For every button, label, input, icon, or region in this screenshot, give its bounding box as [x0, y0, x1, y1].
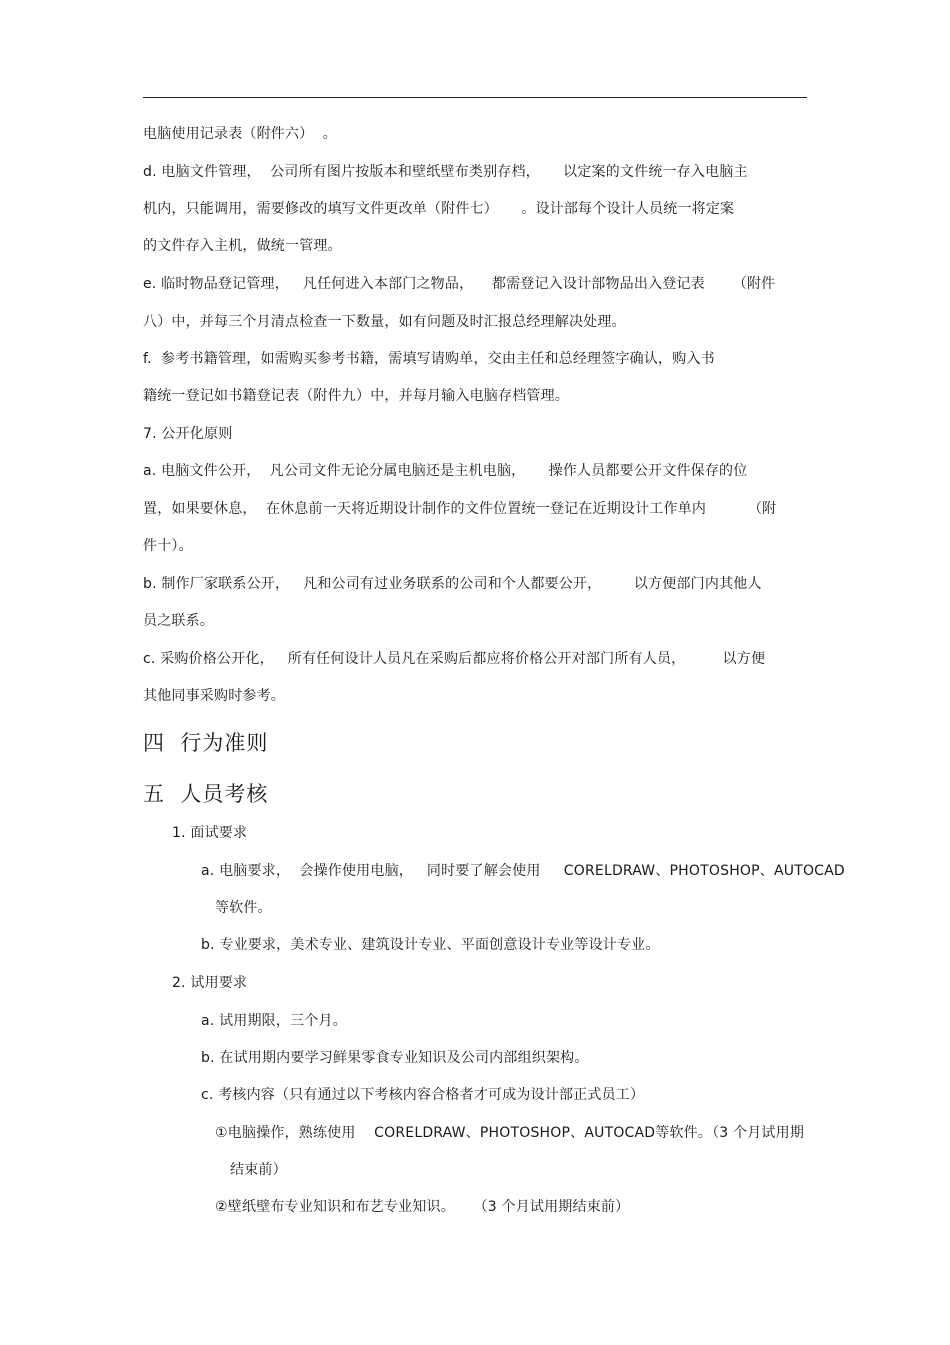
- para-line: 员之联系。: [143, 613, 214, 629]
- para-line: d. 电脑文件管理， 公司所有图片按版本和壁纸壁布类别存档， 以定案的文件统一存入电脑主: [143, 164, 748, 180]
- para-line: 其他同事采购时参考。: [143, 688, 285, 704]
- list-item: b. 专业要求，美术专业、建筑设计专业、平面创意设计专业等设计专业。: [201, 937, 660, 953]
- section-heading: 四 行为准则: [143, 731, 269, 755]
- para-line: 八）中，并每三个月清点检查一下数量，如有问题及时汇报总经理解决处理。: [143, 314, 626, 330]
- list-item-continued: 等软件。: [215, 900, 272, 916]
- para-line: 件十）。: [143, 538, 193, 554]
- para-line: 籍统一登记如书籍登记表（附件九）中，并每月输入电脑存档管理。: [143, 388, 569, 404]
- numbered-item-continued: 结束前）: [230, 1162, 287, 1178]
- numbered-item: ②壁纸壁布专业知识和布艺专业知识。 （3 个月试用期结束前）: [215, 1199, 630, 1215]
- para-line: f. 参考书籍管理，如需购买参考书籍，需填写请购单，交由主任和总经理签字确认，购入书: [143, 351, 715, 367]
- para-line: e. 临时物品登记管理， 凡任何进入本部门之物品， 都需登记入设计部物品出入登记表 （附件: [143, 276, 776, 292]
- list-item: a. 电脑要求， 会操作使用电脑， 同时要了解会使用 CORELDRAW、PHOTOSHOP、AUTOCAD: [201, 863, 845, 879]
- para-line: a. 电脑文件公开， 凡公司文件无论分属电脑还是主机电脑， 操作人员都要公开文件保存的位: [143, 463, 748, 479]
- section-heading: 五 人员考核: [143, 782, 269, 806]
- numbered-item: ①电脑操作，熟练使用 CORELDRAW、PHOTOSHOP、AUTOCAD等软件。（3 个月试用期: [215, 1125, 805, 1141]
- list-item: c. 考核内容（只有通过以下考核内容合格者才可成为设计部正式员工）: [201, 1087, 645, 1103]
- section-item: 7. 公开化原则: [143, 426, 233, 442]
- para-line: 的文件存入主机，做统一管理。: [143, 238, 342, 254]
- para-line: 机内，只能调用，需要修改的填写文件更改单（附件七） 。设计部每个设计人员统一将定案: [143, 201, 735, 217]
- list-item: a. 试用期限，三个月。: [201, 1013, 347, 1029]
- sub-heading: 1. 面试要求: [172, 825, 248, 841]
- para-line: 电脑使用记录表（附件六） 。: [143, 126, 337, 142]
- sub-heading: 2. 试用要求: [172, 975, 248, 991]
- list-item: b. 在试用期内要学习鲜果零食专业知识及公司内部组织架构。: [201, 1050, 589, 1066]
- header-rule: [143, 97, 807, 98]
- para-line: c. 采购价格公开化， 所有任何设计人员凡在采购后都应将价格公开对部门所有人员， 以方便: [143, 651, 766, 667]
- para-line: b. 制作厂家联系公开， 凡和公司有过业务联系的公司和个人都要公开， 以方便部门内其他人: [143, 576, 762, 592]
- para-line: 置，如果要休息， 在休息前一天将近期设计制作的文件位置统一登记在近期设计工作单内 （附: [143, 501, 777, 517]
